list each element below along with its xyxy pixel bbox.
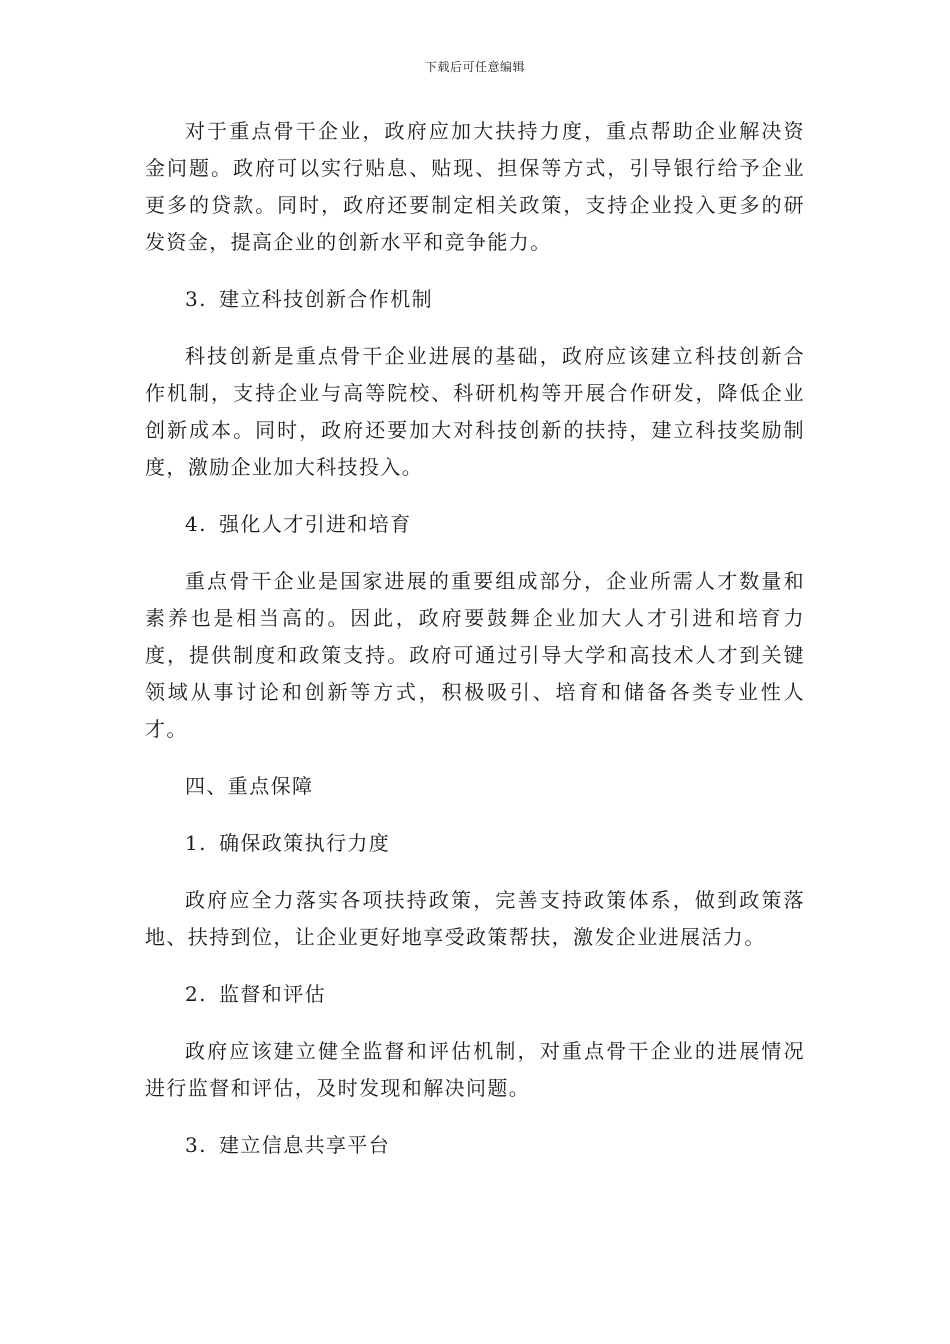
heading-text: 四、重点保障 xyxy=(185,774,314,798)
chapter-heading xyxy=(145,768,805,805)
page-header-note: 下载后可任意编辑 xyxy=(424,60,525,74)
heading-text: 建立科技创新合作机制 xyxy=(219,287,433,311)
document-body xyxy=(145,113,805,1184)
heading-number: 4. xyxy=(185,512,207,536)
section-heading xyxy=(145,825,805,862)
heading-text: 强化人才引进和培育 xyxy=(219,512,412,536)
heading-text: 建立信息共享平台 xyxy=(219,1133,391,1157)
heading-number: 3. xyxy=(185,287,207,311)
section-heading xyxy=(145,976,805,1013)
heading-number: 1. xyxy=(185,831,207,855)
section-heading xyxy=(145,281,805,318)
heading-text: 监督和评估 xyxy=(219,982,326,1006)
paragraph: 科技创新是重点骨干企业进展的基础，政府应该建立科技创新合作机制，支持企业与高等院校、科研机构等开展合作研发，降低企业创新成本。同时，政府还要加大对科技创新的扶持，建立科技奖励制度，激励企业加大科技投入。 xyxy=(145,344,805,479)
paragraph: 重点骨干企业是国家进展的重要组成部分，企业所需人才数量和素养也是相当高的。因此，政府要鼓舞企业加大人才引进和培育力度，提供制度和政策支持。政府可通过引导大学和高技术人才到关键领域从事讨论和创新等方式，积极吸引、培育和储备各类专业性人才。 xyxy=(145,569,805,741)
heading-text: 确保政策执行力度 xyxy=(219,831,391,855)
heading-number: 2. xyxy=(185,982,207,1006)
paragraph: 政府应该建立健全监督和评估机制，对重点骨干企业的进展情况进行监督和评估，及时发现和解决问题。 xyxy=(145,1039,805,1100)
heading-number: 3. xyxy=(185,1133,207,1157)
section-heading xyxy=(145,506,805,543)
section-heading xyxy=(145,1127,805,1164)
paragraph: 对于重点骨干企业，政府应加大扶持力度，重点帮助企业解决资金问题。政府可以实行贴息、贴现、担保等方式，引导银行给予企业更多的贷款。同时，政府还要制定相关政策，支持企业投入更多的研发资金，提高企业的创新水平和竞争能力。 xyxy=(145,119,805,254)
paragraph: 政府应全力落实各项扶持政策，完善支持政策体系，做到政策落地、扶持到位，让企业更好地享受政策帮扶，激发企业进展活力。 xyxy=(145,888,805,949)
